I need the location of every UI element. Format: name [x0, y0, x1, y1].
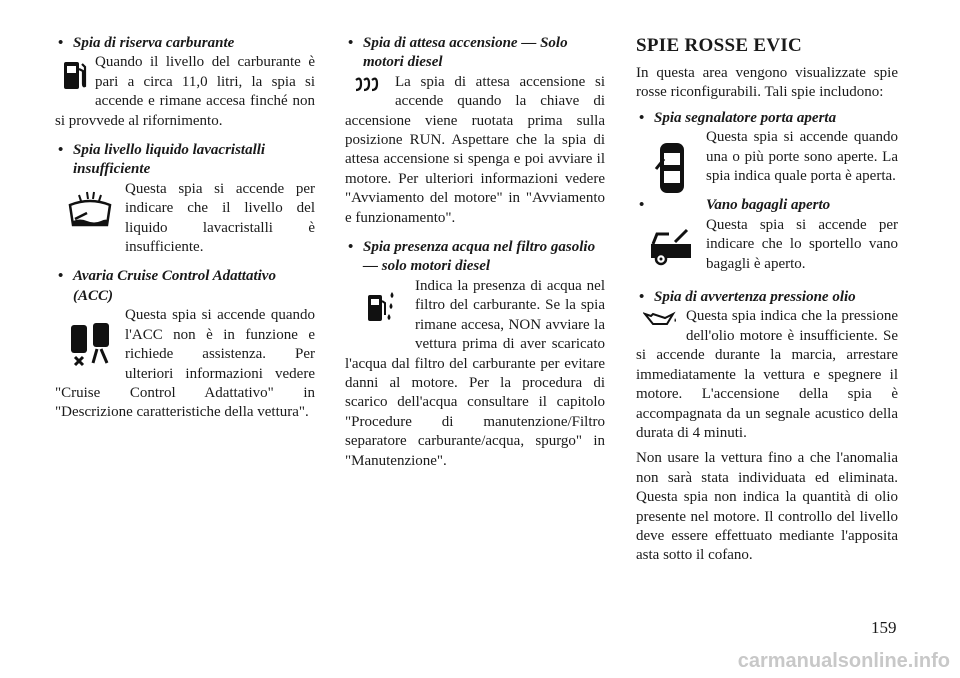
section-body: Indica la presenza di acqua nel filtro del carburante. Se la spia rimane accesa, NON avviare la vettura prima di aver scaricato l'acqua dal filtro del carburante per evitare danni al motore. Per la procedura di scarico dell'acqua consultare il capitolo "Procedure di manutenzione/Filtro separatore carburante/acqua, spurgo" in "Manutenzione".	[345, 277, 605, 469]
liftgate-open-section	[636, 196, 898, 274]
liftgate-open-icon	[636, 216, 706, 276]
section-heading	[636, 196, 898, 215]
bullet: •	[348, 239, 354, 256]
section-heading	[345, 34, 605, 73]
bullet: •	[639, 289, 645, 306]
section-heading	[345, 238, 605, 277]
door-open-section	[636, 109, 898, 187]
watermark: carmanualsonline.info	[737, 650, 950, 672]
page-number: 159	[871, 618, 897, 637]
section-body: Questa spia indica che la pressione dell'olio motore è insufficiente. Se si accende durante la marcia, arrestare immediatamente la vettura e spegnere il motore. L'accensione della spia è accompagnata da un segnale acustico della durata di 4 minuti.	[636, 308, 898, 441]
section-heading	[55, 141, 315, 180]
section-heading	[55, 267, 315, 306]
acc-fault-section	[55, 267, 315, 422]
bullet: •	[58, 142, 64, 159]
bullet: •	[348, 35, 354, 51]
oil-pressure-section	[636, 288, 898, 443]
bullet: •	[58, 268, 64, 285]
water-in-fuel-section	[345, 238, 605, 471]
oil-can-icon	[636, 307, 686, 329]
bullet: •	[58, 35, 64, 51]
section-body: Questa spia si accende per indicare che il livello del liquido lavacristalli è insufficiente.	[125, 180, 315, 256]
bullet: •	[639, 109, 645, 126]
water-in-fuel-icon	[345, 277, 415, 337]
heading-text: Spia segnalatore porta aperta	[654, 109, 837, 126]
intro-paragraph: In questa area vengono visualizzate spie rosse riconfigurabili. Tali spie includono:	[636, 65, 898, 101]
section-title: SPIE ROSSE EVIC	[636, 35, 803, 56]
heading-text: Spia di riserva carburante	[73, 35, 235, 51]
bullet: •	[639, 197, 645, 214]
column-1	[55, 34, 315, 433]
heading-text: Spia presenza acqua nel filtro gasolio — solo motori diesel	[363, 239, 596, 275]
section-heading	[55, 34, 315, 53]
section-body: Questa spia si accende per indicare che lo sportello vano bagagli è aperto.	[706, 216, 898, 272]
heading-text: Spia livello liquido lavacristalli insufficiente	[73, 142, 266, 178]
acc-fault-icon	[55, 306, 125, 380]
heading-text: Spia di attesa accensione — Solo motori diesel	[363, 35, 568, 71]
column-3	[636, 34, 898, 566]
column-2	[345, 34, 605, 481]
section-body: Quando il livello del carburante è pari a circa 11,0 litri, la spia si accende e rimane accesa finché non si provvede al rifornimento.	[55, 54, 315, 129]
glow-plug-icon	[345, 73, 395, 95]
section-heading	[636, 109, 898, 128]
heading-text: Avaria Cruise Control Adattativo (ACC)	[73, 268, 276, 304]
section-heading	[636, 288, 898, 307]
washer-fluid-section	[55, 141, 315, 257]
section-body: La spia di attesa accensione si accende quando la chiave di accensione viene ruotata prima sulla posizione RUN. Aspettare che la spia di attesa accensione si spenga e poi avviare il motore. Per ulteriori informazioni vedere "Avviamento del motore" in "Avviamento e funzionamento".	[345, 73, 605, 226]
oil-note-paragraph: Non usare la vettura fino a che l'anomalia non sarà stata individuata ed eliminata. Questa spia non indica la quantità di olio presente nel motore. Il controllo del livello deve essere effettuato mediante l'apposita asta sotto il cofano.	[636, 450, 898, 564]
glow-plug-section	[345, 34, 605, 228]
fuel-reserve-section	[55, 34, 315, 131]
section-body: Questa spia si accende quando una o più porte sono aperte. La spia indica quale porta è aperta.	[706, 129, 898, 185]
heading-text: Spia di avvertenza pressione olio	[654, 289, 856, 306]
section-body: Questa spia si accende quando l'ACC non è in funzione e richiede assistenza. Per ulteriori informazioni vedere "Cruise Control Adattativo" in "Descrizione caratteristiche della vettura".	[55, 307, 315, 421]
heading-text: Vano bagagli aperto	[706, 197, 831, 214]
fuel-pump-icon	[55, 53, 95, 97]
washer-fluid-icon	[55, 180, 125, 242]
